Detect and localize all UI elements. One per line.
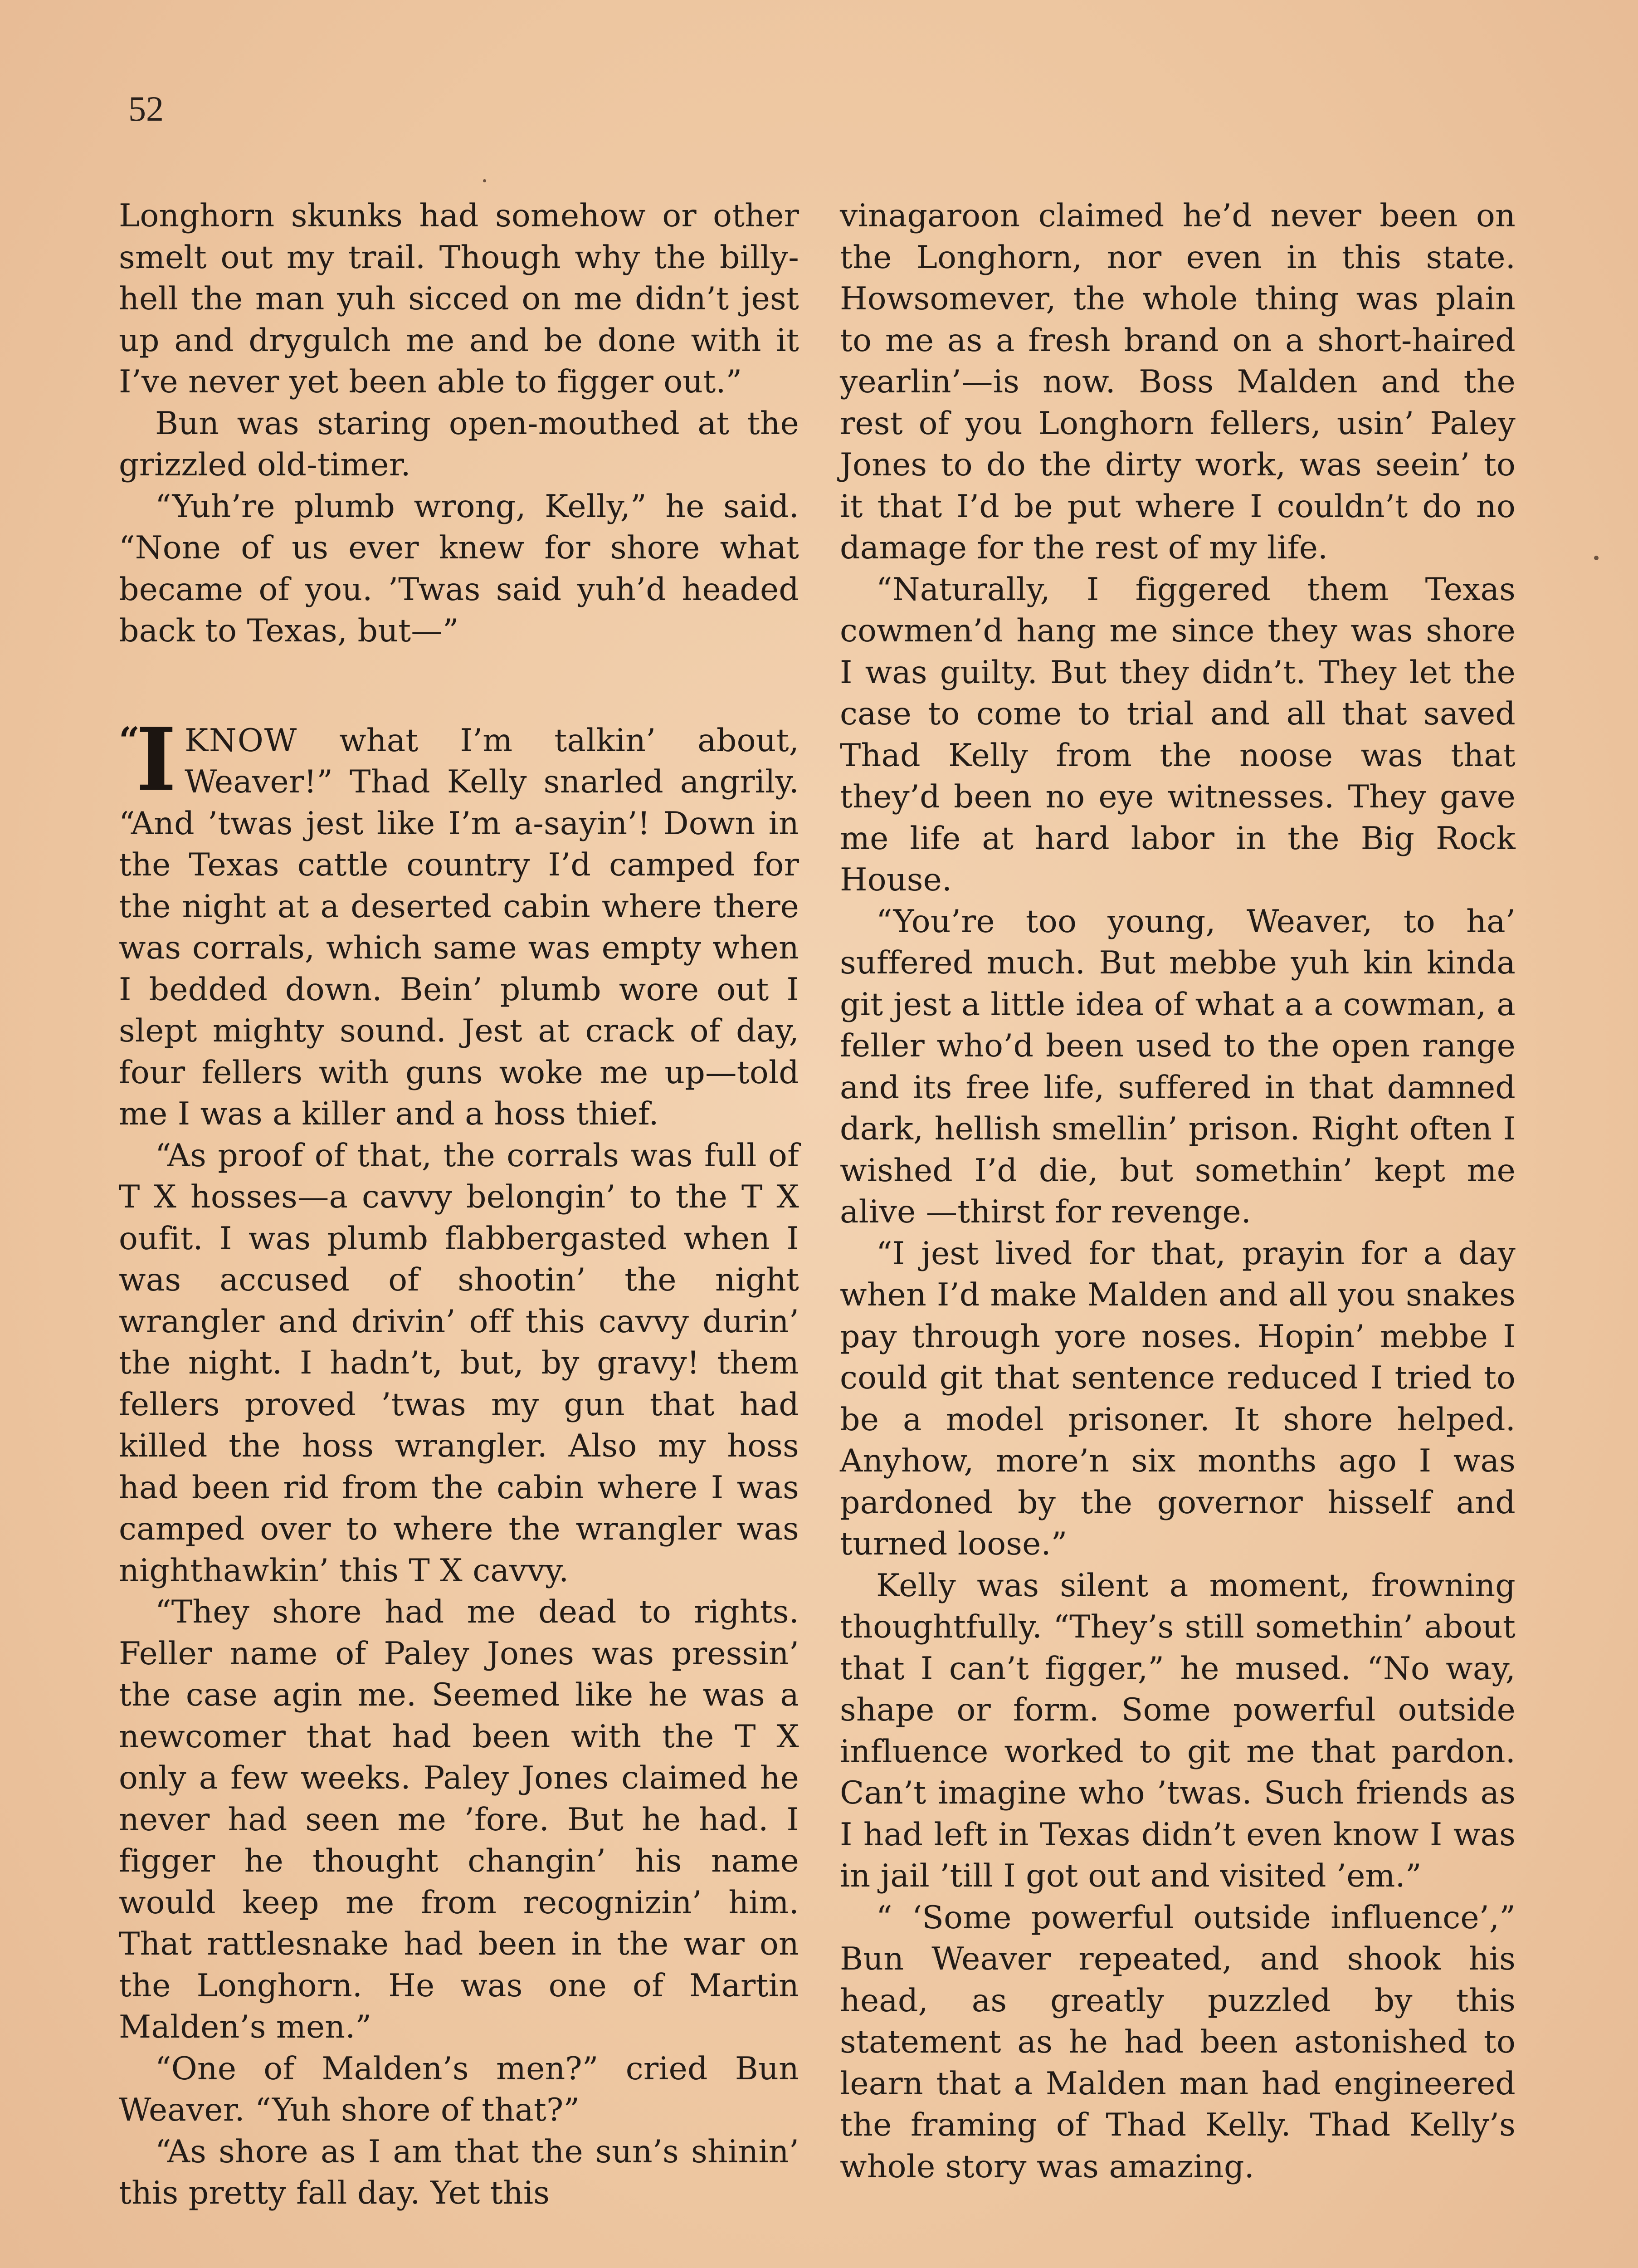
drop-cap-quote: “	[119, 719, 136, 762]
paragraph: “As shore as I am that the sun’s shinin’ this pretty fall day. Yet this	[119, 2133, 799, 2211]
lead-in: KNOW	[185, 722, 298, 759]
drop-cap	[119, 709, 177, 810]
paragraph: “I jest lived for that, prayin for a day when I’d make Malden and all you snakes pay through yore noses. Hopin’ mebbe I could git that sentence reduced I tried to be a model prisoner. It shore helped. Anyhow, more’n six months ago I was pardoned by the governor hisself and turned loose.”	[840, 1235, 1516, 1562]
paragraph: vinagaroon claimed he’d never been on the Longhorn, nor even in this state. Howsomever, the whole thing was plain to me as a fresh brand on a short-haired yearlin’—is now. Boss Malden and the rest of you Longhorn fellers, usin’ Paley Jones to do the dirty work, was seein’ to it that I’d be put where I couldn’t do no damage for the rest of my life.	[840, 197, 1516, 566]
dropcap-paragraph	[119, 709, 799, 1135]
paragraph: Longhorn skunks had somehow or other smelt out my trail. Though why the billy-hell the man yuh sicced on me didn’t jest up and drygulch me and be done with it I’ve never yet been able to figger out.”	[119, 197, 799, 400]
paragraph: “ ‘Some powerful outside influence’,” Bun Weaver repeated, and shook his head, as greatly puzzled by this statement as he had been astonished to learn that a Malden man had engineered the framing of Thad Kelly. Thad Kelly’s whole story was amazing.	[840, 1899, 1516, 2185]
paragraph: “Naturally, I figgered them Texas cowmen’d hang me since they was shore I was guilty. But they didn’t. They let the case to come to trial and all that saved Thad Kelly from the noose was that they’d been no eye witnesses. They gave me life at hard labor in the Big Rock House.	[840, 571, 1516, 898]
paper-speck	[483, 179, 486, 182]
paragraph: Bun was staring open-mouthed at the grizzled old-timer.	[119, 405, 799, 483]
paragraph: “They shore had me dead to rights. Feller name of Paley Jones was pressin’ the case agin me. Seemed like he was a newcomer that had been with the T X only a few weeks. Paley Jones claimed he never had seen me ’fore. But he had. I figger he thought changin’ his name would keep me from recognizin’ him. That rattlesnake had been in the war on the Longhorn. He was one of Martin Malden’s men.”	[119, 1593, 799, 2045]
paragraph: “As proof of that, the corrals was full of T X hosses—a cavvy belongin’ to the T X oufit. I was plumb flabbergasted when I was accused of shootin’ the night wrangler and drivin’ off this cavvy durin’ the night. I hadn’t, but, by gravy! them fellers proved ’twas my gun that had killed the hoss wrangler. Also my hoss had been rid from the cabin where I was camped over to where the wrangler was nighthawkin’ this T X cavvy.	[119, 1137, 799, 1589]
paragraph: Kelly was silent a moment, frowning thoughtfully. “They’s still somethin’ about that I can’t figger,” he mused. “No way, shape or form. Some powerful outside influence worked to git me that pardon. Can’t imagine who ’twas. Such friends as I had left in Texas didn’t even know I was in jail ’till I got out and visited ’em.”	[840, 1567, 1516, 1894]
paragraph: “You’re too young, Weaver, to ha’ suffered much. But mebbe yuh kin kinda git jest a little idea of what a a cowman, a feller who’d been used to the open range and its free life, suffered in that damned dark, hellish smellin’ prison. Right often I wished I’d die, but somethin’ kept me alive —thirst for revenge.	[840, 903, 1516, 1230]
paper-speck	[1594, 556, 1599, 560]
page-number: 52	[128, 89, 164, 128]
paragraph: “One of Malden’s men?” cried Bun Weaver. “Yuh shore of that?”	[119, 2050, 799, 2128]
left-column	[119, 195, 799, 2214]
drop-cap-letter: I	[136, 709, 177, 810]
right-column	[840, 195, 1516, 2187]
paragraph-text: what I’m talkin’ about, Weaver!” Thad Kelly snarled angrily. “And ’twas jest like I’m a-sayin’! Down in the Texas cattle country I’d camped for the night at a deserted cabin where there was corrals, which same was empty when I bedded down. Bein’ plumb wore out I slept mighty sound. Jest at crack of day, four fellers with guns woke me up—told me I was a killer and a hoss thief.	[119, 722, 799, 1132]
section-break	[119, 652, 799, 720]
paragraph: “Yuh’re plumb wrong, Kelly,” he said. “None of us ever knew for shore what became of you. ’Twas said yuh’d headed back to Texas, but—”	[119, 488, 799, 649]
